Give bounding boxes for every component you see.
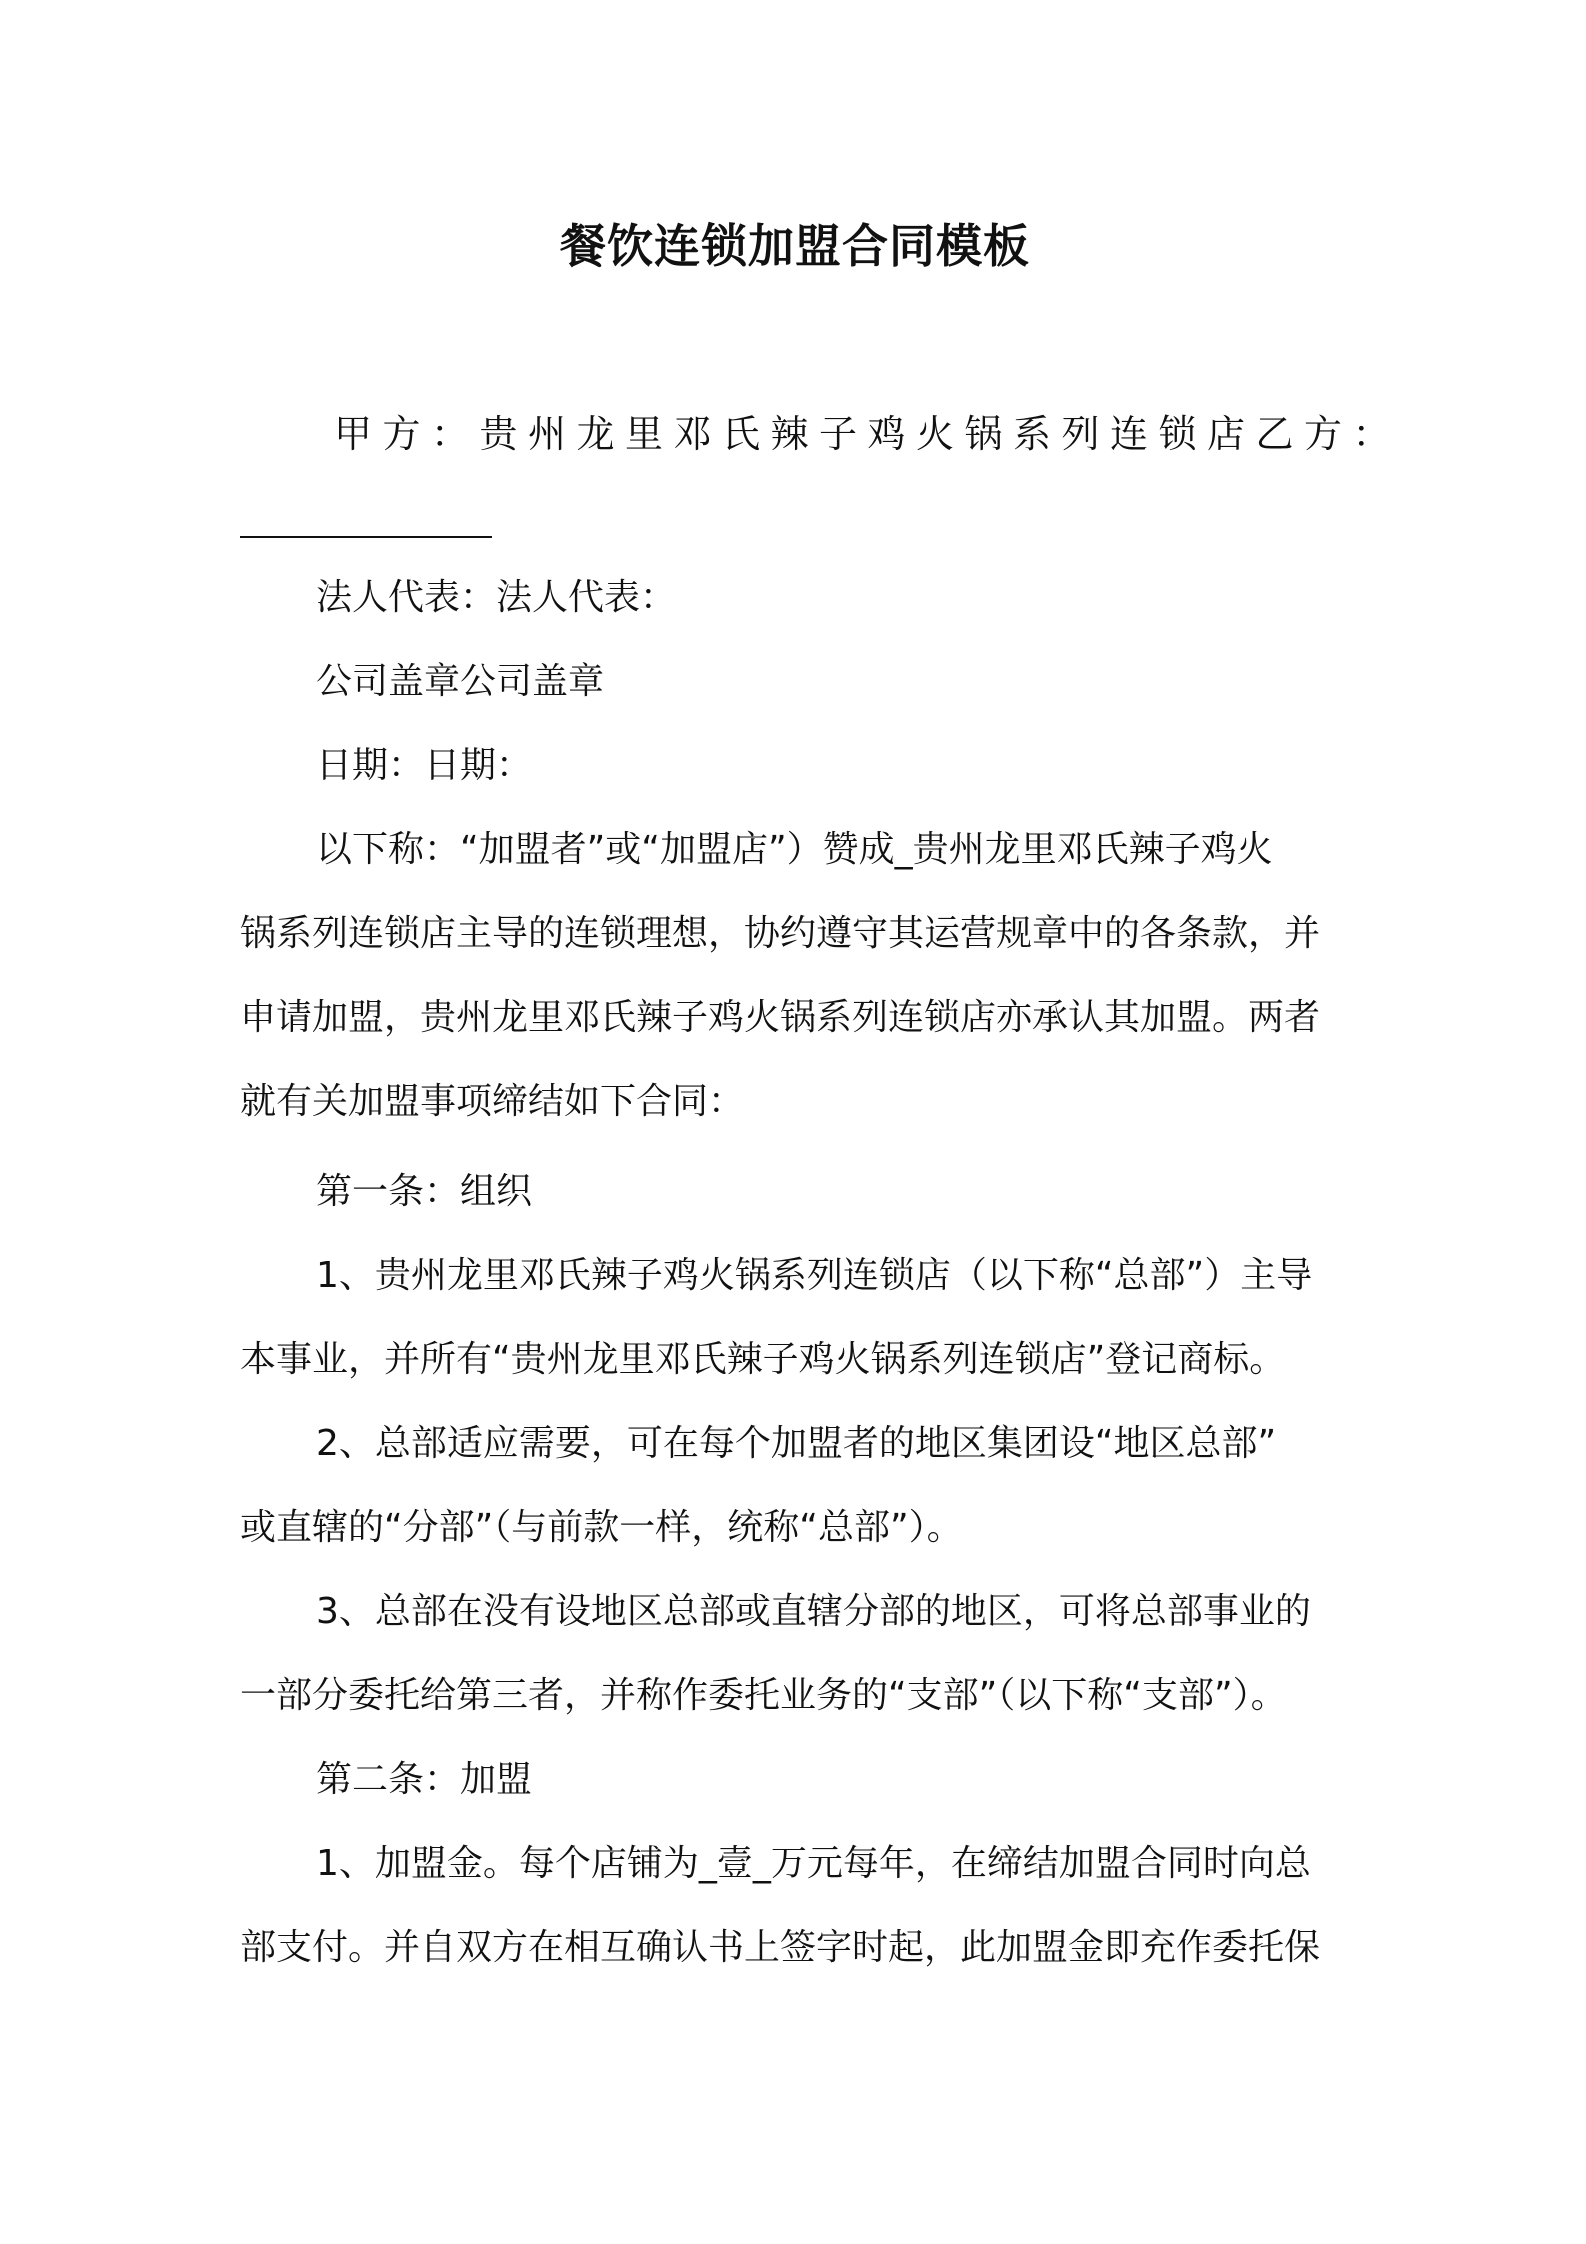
article1-item1 — [240, 1234, 1350, 1402]
article1-item3-line-1: 3、总部在没有设地区总部或直辖分部的地区，可将总部事业的 — [316, 1591, 1311, 1632]
article1-heading-text: 第一条：组织 — [316, 1171, 533, 1212]
company-seal-line — [240, 640, 1350, 724]
article1-item2-line-1: 2、总部适应需要，可在每个加盟者的地区集团设“地区总部” — [316, 1423, 1277, 1464]
intro-line-2: 锅系列连锁店主导的连锁理想，协约遵守其运营规章中的各条款，并 — [240, 913, 1321, 954]
intro-line-1: 以下称：“加盟者”或“加盟店”）赞成_贵州龙里邓氏辣子鸡火 — [316, 829, 1273, 870]
article2-heading — [240, 1738, 1350, 1822]
article1-item2-line-2: 或直辖的“分部”（与前款一样，统称“总部”）。 — [240, 1507, 963, 1548]
article1-heading — [240, 1150, 1350, 1234]
page-title: 餐饮连锁加盟合同模板 — [560, 219, 1030, 273]
article1-item3 — [240, 1570, 1350, 1738]
intro-line-4: 就有关加盟事项缔结如下合同： — [240, 1081, 745, 1122]
article1-item1-line-2: 本事业，并所有“贵州龙里邓氏辣子鸡火锅系列连锁店”登记商标。 — [240, 1339, 1286, 1380]
date-text: 日期：日期： — [316, 745, 533, 786]
article1-item2 — [240, 1402, 1350, 1570]
article1-item1-line-1: 1、贵州龙里邓氏辣子鸡火锅系列连锁店（以下称“总部”）主导 — [316, 1255, 1313, 1296]
intro-paragraph — [240, 808, 1350, 1144]
legal-rep-line — [240, 556, 1350, 640]
date-line — [240, 724, 1350, 808]
article1-item3-line-2: 一部分委托给第三者，并称作委托业务的“支部”（以下称“支部”）。 — [240, 1675, 1287, 1716]
legal-rep-text: 法人代表：法人代表： — [316, 577, 677, 618]
article2-item1-line-2: 部支付。并自双方在相互确认书上签字时起，此加盟金即充作委托保 — [240, 1927, 1321, 1968]
article2-heading-text: 第二条：加盟 — [316, 1759, 533, 1800]
company-seal-text: 公司盖章公司盖章 — [316, 661, 605, 702]
blank-underline — [240, 510, 492, 538]
intro-line-3: 申请加盟，贵州龙里邓氏辣子鸡火锅系列连锁店亦承认其加盟。两者 — [240, 997, 1321, 1038]
article2-item1-line-1: 1、加盟金。每个店铺为_壹_万元每年，在缔结加盟合同时向总 — [316, 1843, 1311, 1884]
party-line: 甲方：贵州龙里邓氏辣子鸡火锅系列连锁店乙方： — [334, 412, 1402, 456]
article2-item1 — [240, 1822, 1350, 1990]
